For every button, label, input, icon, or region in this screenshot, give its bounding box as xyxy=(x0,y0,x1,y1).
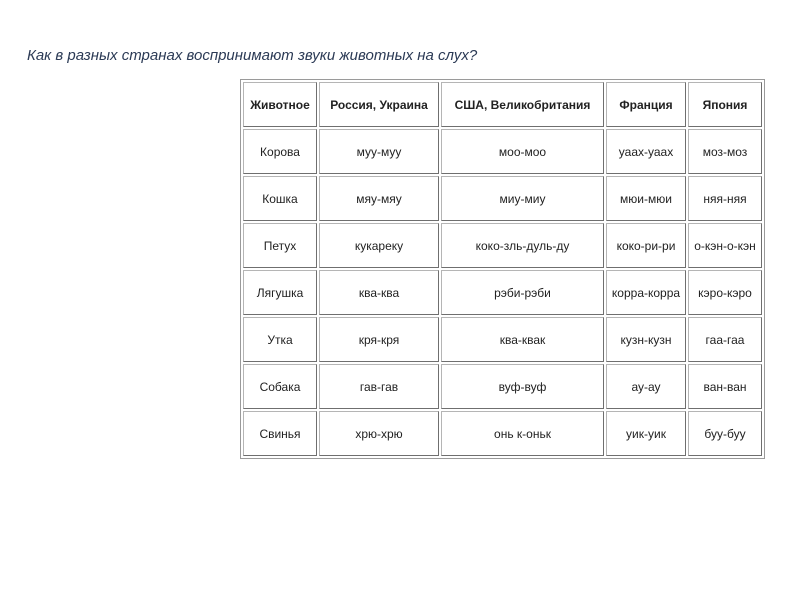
table-cell: коко-зль-дуль-ду xyxy=(441,223,604,268)
table-cell: кузн-кузн xyxy=(606,317,686,362)
table-cell: миу-миу xyxy=(441,176,604,221)
header-japan: Япония xyxy=(688,82,762,127)
table-cell: гаа-гаа xyxy=(688,317,762,362)
table-cell: рэби-рэби xyxy=(441,270,604,315)
table-cell: кэро-кэро xyxy=(688,270,762,315)
table-cell: моз-моз xyxy=(688,129,762,174)
table-row xyxy=(243,223,762,268)
table-cell: уик-уик xyxy=(606,411,686,456)
table-row xyxy=(243,129,762,174)
table-cell: мяу-мяу xyxy=(319,176,439,221)
table-cell: мюи-мюи xyxy=(606,176,686,221)
table-cell: корра-корра xyxy=(606,270,686,315)
table-cell: коко-ри-ри xyxy=(606,223,686,268)
table-cell: ква-квак xyxy=(441,317,604,362)
table-row xyxy=(243,317,762,362)
table-cell: кря-кря xyxy=(319,317,439,362)
header-usa-uk: США, Великобритания xyxy=(441,82,604,127)
table-cell: буу-буу xyxy=(688,411,762,456)
table-cell: Лягушка xyxy=(243,270,317,315)
table-row xyxy=(243,270,762,315)
table-cell: о-кэн-о-кэн xyxy=(688,223,762,268)
table-cell: ван-ван xyxy=(688,364,762,409)
table-row xyxy=(243,364,762,409)
table-row xyxy=(243,176,762,221)
table-cell: хрю-хрю xyxy=(319,411,439,456)
table-cell: Утка xyxy=(243,317,317,362)
header-animal: Животное xyxy=(243,82,317,127)
table-cell: Свинья xyxy=(243,411,317,456)
table-cell: ква-ква xyxy=(319,270,439,315)
table-cell: няя-няя xyxy=(688,176,762,221)
table-cell: онь к-оньк xyxy=(441,411,604,456)
page-title: Как в разных странах воспринимают звуки животных на слух? xyxy=(27,47,478,64)
table-header-row xyxy=(243,82,762,127)
table-cell: кукареку xyxy=(319,223,439,268)
table-cell: уаах-уаах xyxy=(606,129,686,174)
table-cell: гав-гав xyxy=(319,364,439,409)
header-russia-ukraine: Россия, Украина xyxy=(319,82,439,127)
header-france: Франция xyxy=(606,82,686,127)
table-cell: Собака xyxy=(243,364,317,409)
table-cell: Петух xyxy=(243,223,317,268)
table-cell: Кошка xyxy=(243,176,317,221)
table-cell: моо-моо xyxy=(441,129,604,174)
table-cell: муу-муу xyxy=(319,129,439,174)
table-cell: вуф-вуф xyxy=(441,364,604,409)
animal-sounds-table xyxy=(240,79,765,459)
table-cell: ау-ау xyxy=(606,364,686,409)
table-cell: Корова xyxy=(243,129,317,174)
table-row xyxy=(243,411,762,456)
